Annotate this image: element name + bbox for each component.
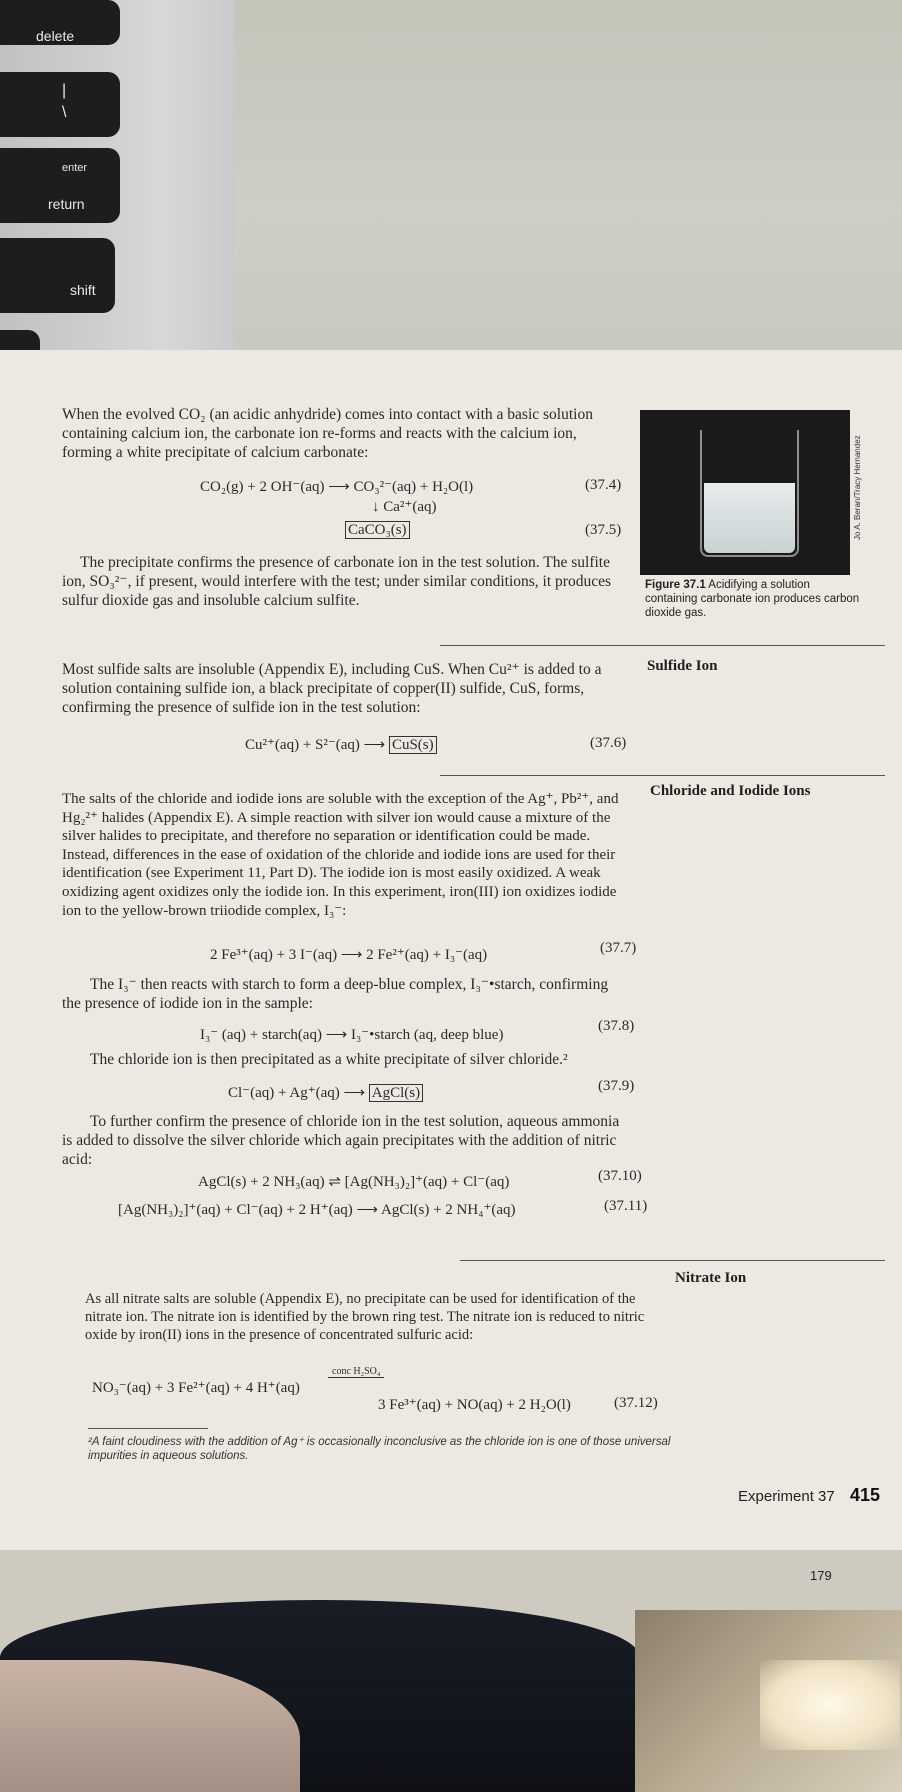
figure-caption-text: Acidifying a solution containing carbonate ion produces carbon dioxide gas. [645, 579, 860, 619]
sheet-number: 179 [810, 1568, 832, 1583]
photo-credit: Jo A. Beran/Tracy Hernandez [853, 435, 862, 540]
precipitate-paragraph: The chloride ion is then precipitated as a white precipitate of silver chloride.² [90, 1051, 568, 1068]
cus-boxed: CuS(s) [389, 736, 437, 754]
sulfide-paragraph: Most sulfide salts are insoluble (Appendix E), including CuS. When Cu²⁺ is added to a solution containing sulfide ion, a black precipitate of copper(II) sulfide, CuS, forms, confirming the presence of sulfide ion in the test solution: [62, 661, 602, 716]
backslash-key-label: \ [62, 104, 67, 121]
delete-key-label: delete [36, 28, 75, 44]
equation-37-12-number: (37.12) [614, 1395, 658, 1411]
caco3-boxed: CaCO₃(s) [345, 521, 410, 539]
beaker-liquid [704, 483, 795, 553]
equation-37-6 [245, 735, 437, 754]
section-divider [460, 1260, 885, 1261]
starch-paragraph: The I₃⁻ then reacts with starch to form a deep-blue complex, I₃⁻•starch, confirming the presence of iodide ion in the sample: [62, 976, 609, 1012]
desk-surface [235, 0, 902, 350]
equation-37-12-arrow-label: conc H₂SO₄ [328, 1366, 384, 1378]
equation-37-12-right: 3 Fe³⁺(aq) + NO(aq) + 2 H₂O(l) [378, 1397, 571, 1413]
page-number: 415 [850, 1485, 881, 1505]
nitrate-paragraph: As all nitrate salts are soluble (Appendix E), no precipitate can be used for identification of the nitrate ion. The nitrate ion is identified by the brown ring test. The nitrate ion is reduced to nitric oxide by iron(II) ions in the presence of concentrated sulfuric acid: [85, 1291, 645, 1343]
ammonia-paragraph: To further confirm the presence of chloride ion in the test solution, aqueous ammonia is added to dissolve the silver chloride which again precipitates with the addition of nitric acid: [62, 1113, 620, 1168]
backslash-key [0, 72, 120, 137]
equation-37-5 [345, 522, 410, 539]
beaker-image [700, 430, 799, 557]
equation-37-7-number: (37.7) [600, 940, 637, 956]
heading-chloride-iodide: Chloride and Iodide Ions [650, 783, 811, 799]
equation-37-4-number: (37.4) [585, 477, 622, 493]
equation-37-6-text: Cu²⁺(aq) + S²⁻(aq) ⟶ [245, 737, 386, 753]
agcl-boxed: AgCl(s) [369, 1084, 423, 1102]
equation-ca-addition: ↓ Ca²⁺(aq) [372, 499, 437, 515]
equation-37-9-number: (37.9) [598, 1078, 635, 1094]
figure-photo [640, 410, 850, 575]
confirm-paragraph: The precipitate confirms the presence of carbonate ion in the test solution. The sulfite ion, SO₃²⁻, if present, would interfere with the test; under similar conditions, it produces sulfur dioxide gas and insoluble calcium sulfite. [62, 554, 612, 609]
intro-paragraph: When the evolved CO₂ (an acidic anhydride) comes into contact with a basic solution containing calcium ion, the carbonate ion re-forms and reacts with the calcium ion, forming a white precipitate of calcium carbonate: [62, 406, 593, 461]
section-divider [440, 775, 885, 776]
equation-37-10-number: (37.10) [598, 1168, 642, 1184]
figure-caption [645, 578, 860, 620]
equation-37-9-text: Cl⁻(aq) + Ag⁺(aq) ⟶ [228, 1085, 366, 1101]
section-divider [440, 645, 885, 646]
chloride-paragraph: The salts of the chloride and iodide ions are soluble with the exception of the Ag⁺, Pb²⁺, and Hg₂²⁺ halides (Appendix E). A simple reaction with silver ion would cause a mixture of the silver halides to precipitate, and therefore no separation or identification could be made. Instead, differences in the ease of oxidation of the chloride and iodide ions are used for their identification (see Experiment 11, Part D). The iodide ion is most easily oxidized. A weak oxidizing agent oxidizes only the iodide ion. In this experiment, iron(III) ion oxidizes iodide ion to the yellow-brown triiodide complex, I₃⁻: [62, 791, 619, 919]
delete-key [0, 0, 120, 45]
equation-37-9 [228, 1083, 423, 1102]
equation-37-11: [Ag(NH₃)₂]⁺(aq) + Cl⁻(aq) + 2 H⁺(aq) ⟶ AgCl(s) + 2 NH₄⁺(aq) [118, 1202, 516, 1218]
shift-key-label: shift [70, 282, 96, 298]
equation-37-12-left: NO₃⁻(aq) + 3 Fe²⁺(aq) + 4 H⁺(aq) [92, 1380, 300, 1396]
equation-37-8-number: (37.8) [598, 1018, 635, 1034]
return-key-label: return [48, 196, 85, 212]
equation-37-5-number: (37.5) [585, 522, 622, 538]
pipe-key-label: | [62, 82, 67, 99]
laptop-keyboard [0, 0, 235, 350]
equation-37-7: 2 Fe³⁺(aq) + 3 I⁻(aq) ⟶ 2 Fe²⁺(aq) + I₃⁻(aq) [210, 947, 488, 963]
equation-37-8: I₃⁻ (aq) + starch(aq) ⟶ I₃⁻•starch (aq, deep blue) [200, 1027, 504, 1043]
enter-key-label: enter [62, 162, 88, 174]
figure-label: Figure 37.1 [645, 579, 706, 591]
equation-37-11-number: (37.11) [604, 1198, 648, 1214]
equation-37-10: AgCl(s) + 2 NH₃(aq) ⇌ [Ag(NH₃)₂]⁺(aq) + Cl⁻(aq) [198, 1174, 510, 1190]
enter-key [0, 148, 120, 223]
heading-nitrate-ion: Nitrate Ion [675, 1270, 747, 1286]
heading-sulfide-ion: Sulfide Ion [647, 658, 718, 674]
light-glare [760, 1660, 900, 1750]
shift-key [0, 238, 115, 313]
footnote-divider [88, 1428, 208, 1429]
equation-37-6-number: (37.6) [590, 735, 627, 751]
equation-37-4: CO₂(g) + 2 OH⁻(aq) ⟶ CO₃²⁻(aq) + H₂O(l) [200, 479, 474, 495]
experiment-label: Experiment 37 [738, 1488, 835, 1505]
footnote: ²A faint cloudiness with the addition of Ag⁺ is occasionally inconclusive as the chloride ion is one of those universal impurities in aqueous solutions. [88, 1436, 671, 1462]
